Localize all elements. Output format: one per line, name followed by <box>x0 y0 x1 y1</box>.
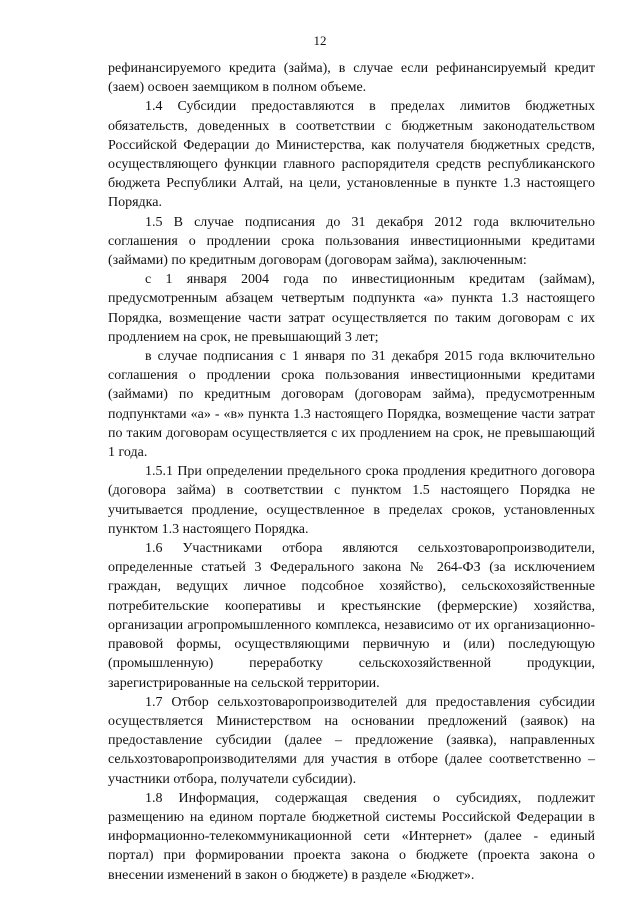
paragraph: 1.4 Субсидии предоставляются в пределах лимитов бюджетных обязательств, доведенных в соответствии с бюджетным законодательством Российской Федерации до Министерства, как получателя бюджетных средств, осуществляющего функции главного распорядителя средств республиканского бюджета Республики Алтай, на цели, установленные в пункте 1.3 настоящего Порядка. <box>108 99 595 211</box>
paragraph: 1.5.1 При определении предельного срока продления кредитного договора (договора займа) в соответствии с пунктом 1.5 настоящего Порядка не учитывается продление, осуществленное в пределах сроков, установленных пунктом 1.3 настоящего Порядка. <box>108 464 595 537</box>
page-number: 12 <box>313 33 327 48</box>
document-body <box>108 59 595 885</box>
paragraph: в случае подписания с 1 января по 31 декабря 2015 года включительно соглашения о продлении срока пользования инвестиционными кредитами (займами) по кредитным договорам (договорам займа), предусмотренным подпунктами «а» - «в» пункта 1.3 настоящего Порядка, возмещение части затрат по таким договорам осуществляется с их продлением на срок, не превышающий 1 года. <box>108 349 595 461</box>
paragraph: рефинансируемого кредита (займа), в случае если рефинансируемый кредит (заем) освоен заемщиком в полном объеме. <box>108 61 595 96</box>
paragraph: 1.6 Участниками отбора являются сельхозтоваропроизводители, определенные статьей 3 Федерального закона № 264-ФЗ (за исключением граждан, ведущих личное подсобное хозяйство), сельскохозяйственные потребительские кооперативы и крестьянские (фермерские) хозяйства, организации агропромышленного комплекса, независимо от их организационно-правовой формы, осуществляющими первичную и (или) последующую (промышленную) переработку сельскохозяйственной продукции, зарегистрированные на сельской территории. <box>108 541 595 691</box>
paragraph: 1.5 В случае подписания до 31 декабря 2012 года включительно соглашения о продлении срока пользования инвестиционными кредитами (займами) по кредитным договорам (договорам займа), заключенным: <box>108 214 595 269</box>
paragraph: 1.8 Информация, содержащая сведения о субсидиях, подлежит размещению на едином портале бюджетной системы Российской Федерации в информационно-телекоммуникационной сети «Интернет» (далее - единый портал) при формировании проекта закона о бюджете (проекта закона о внесении изменений в закон о бюджете) в разделе «Бюджет». <box>108 790 595 883</box>
paragraph: 1.7 Отбор сельхозтоваропроизводителей для предоставления субсидии осуществляется Министерством на основании предложений (заявок) на предоставление субсидии (далее – предложение (заявка), направленных сельхозтоваропроизводителями для участия в отборе (далее соответственно – участники отбора, получатели субсидии). <box>108 694 595 787</box>
paragraph: с 1 января 2004 года по инвестиционным кредитам (займам), предусмотренным абзацем четвертым подпункта «а» пункта 1.3 настоящего Порядка, возмещение части затрат осуществляется по таким договорам с их продлением на срок, не превышающий 3 лет; <box>108 272 595 345</box>
